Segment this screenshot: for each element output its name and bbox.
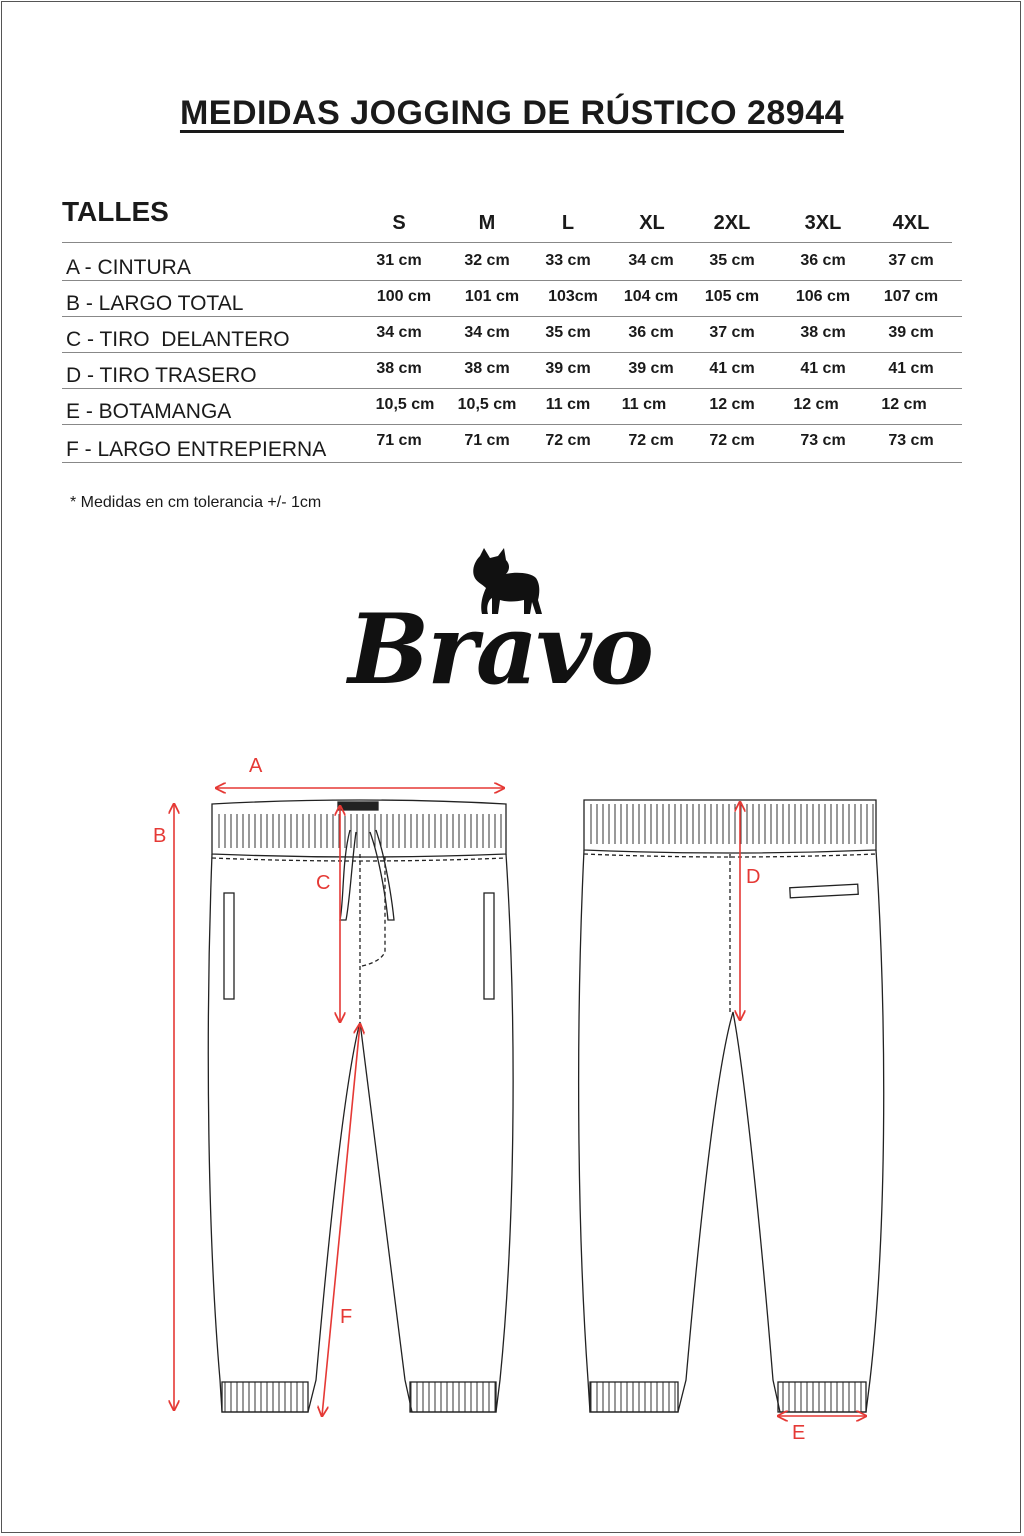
cell: 36 cm (800, 252, 846, 269)
cell: 35 cm (545, 324, 591, 341)
label-e: E (792, 1422, 806, 1444)
back-legs (579, 850, 884, 1412)
size-header: 3XL (804, 212, 842, 234)
cell: 12 cm (793, 396, 839, 413)
table-corner-label: TALLES (62, 196, 169, 227)
cell: 32 cm (464, 252, 510, 269)
size-header: M (478, 212, 496, 234)
cell: 100 cm (376, 288, 432, 305)
cell: 106 cm (795, 288, 851, 305)
size-header: XL (639, 212, 665, 234)
size-header: 4XL (892, 212, 930, 234)
table-row (62, 352, 962, 389)
cell: 11 cm (545, 396, 591, 413)
cell: 72 cm (628, 432, 674, 449)
front-left-leg (208, 854, 513, 1412)
table-row (62, 388, 962, 425)
front-right-pocket (484, 893, 494, 999)
table-row (62, 316, 962, 353)
cell: 41 cm (709, 360, 755, 377)
cell: 11 cm (621, 396, 667, 413)
cell: 31 cm (376, 252, 422, 269)
header-divider (62, 242, 952, 243)
row-label: D - TIRO TRASERO (66, 364, 257, 387)
cell: 10,5 cm (457, 396, 517, 413)
back-pants (579, 800, 884, 1412)
cell: 36 cm (628, 324, 674, 341)
brand-logo (320, 545, 680, 715)
front-fly (360, 854, 385, 1022)
label-d: D (746, 866, 761, 888)
measure-f (322, 1024, 360, 1416)
cell: 38 cm (376, 360, 422, 377)
cell: 39 cm (628, 360, 674, 377)
front-right-cuff (410, 1382, 496, 1412)
row-label: A - CINTURA (66, 256, 191, 279)
cell: 35 cm (709, 252, 755, 269)
cell: 72 cm (709, 432, 755, 449)
label-b: B (153, 825, 167, 847)
cell: 41 cm (888, 360, 934, 377)
cell: 12 cm (709, 396, 755, 413)
garment-diagram (0, 740, 1024, 1460)
back-left-cuff (590, 1382, 678, 1412)
label-f: F (340, 1306, 353, 1328)
cell: 37 cm (709, 324, 755, 341)
cell: 33 cm (545, 252, 591, 269)
measurement-lines (174, 788, 866, 1416)
cell: 71 cm (464, 432, 510, 449)
row-label: C - TIRO DELANTERO (66, 328, 290, 351)
cell: 38 cm (464, 360, 510, 377)
brand-wordmark: Bravo (348, 593, 652, 706)
size-header: 2XL (713, 212, 751, 234)
front-pants (208, 800, 513, 1412)
page-title: MEDIDAS JOGGING DE RÚSTICO 28944 (179, 94, 845, 132)
cell: 12 cm (881, 396, 927, 413)
cell: 101 cm (464, 288, 520, 305)
cell: 34 cm (628, 252, 674, 269)
table-row (62, 424, 962, 463)
tolerance-note: * Medidas en cm tolerancia +/- 1cm (70, 494, 322, 511)
table-row (62, 280, 962, 317)
front-waist-rib (214, 814, 504, 848)
back-pocket (790, 884, 858, 898)
table-row (62, 244, 962, 281)
front-left-cuff (222, 1382, 308, 1412)
cell: 10,5 cm (375, 396, 435, 413)
cell: 38 cm (800, 324, 846, 341)
cell: 34 cm (464, 324, 510, 341)
row-label: F - LARGO ENTREPIERNA (66, 438, 327, 461)
row-label: B - LARGO TOTAL (66, 292, 244, 315)
cell: 73 cm (800, 432, 846, 449)
brand-label-tag (338, 802, 378, 810)
cell: 34 cm (376, 324, 422, 341)
cell: 41 cm (800, 360, 846, 377)
cell: 71 cm (376, 432, 422, 449)
back-right-cuff (778, 1382, 866, 1412)
cell: 39 cm (888, 324, 934, 341)
cell: 72 cm (545, 432, 591, 449)
cell: 107 cm (883, 288, 939, 305)
cell: 39 cm (545, 360, 591, 377)
cell: 73 cm (888, 432, 934, 449)
label-a: A (249, 755, 263, 777)
front-left-pocket (224, 893, 234, 999)
cell: 105 cm (704, 288, 760, 305)
label-c: C (316, 872, 331, 894)
size-header: L (561, 212, 575, 234)
row-label: E - BOTAMANGA (66, 400, 232, 423)
size-header: S (392, 212, 406, 234)
cell: 37 cm (888, 252, 934, 269)
cell: 103cm (548, 288, 598, 305)
back-waist-rib (586, 804, 874, 844)
cell: 104 cm (623, 288, 679, 305)
